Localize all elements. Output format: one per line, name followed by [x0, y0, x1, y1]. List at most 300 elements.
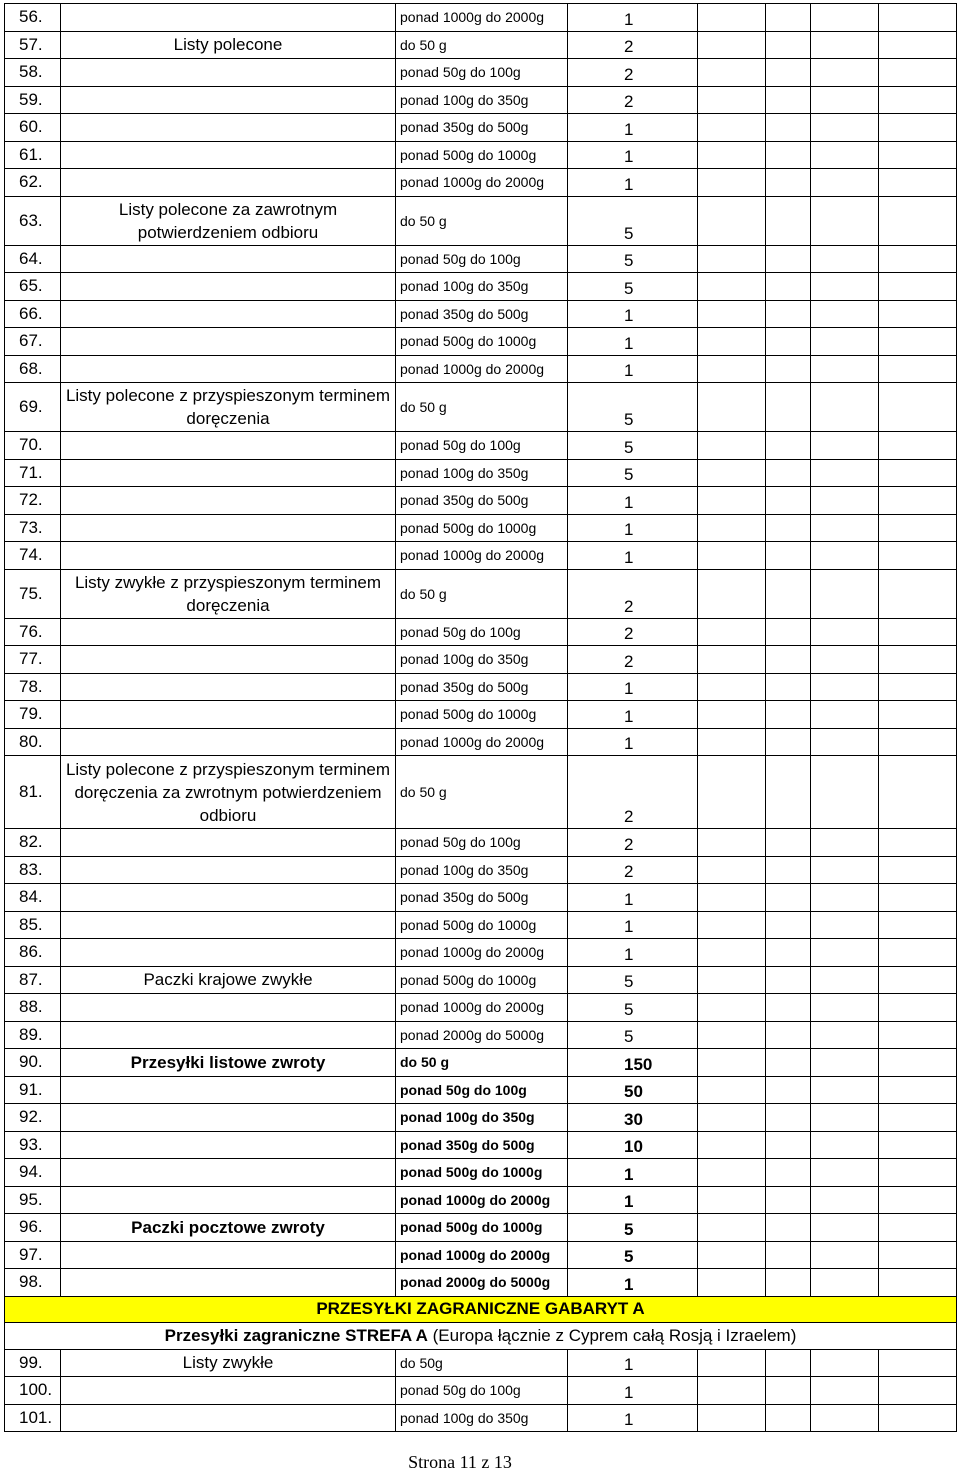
row-number: 87.	[5, 966, 61, 994]
empty-cell	[811, 994, 879, 1022]
row-quantity: 1	[568, 1349, 698, 1377]
table-row	[5, 196, 957, 245]
empty-cell	[811, 1349, 879, 1377]
empty-cell	[879, 1241, 957, 1269]
empty-cell	[811, 569, 879, 618]
table-row	[5, 383, 957, 432]
empty-cell	[879, 856, 957, 884]
table-row	[5, 856, 957, 884]
row-number: 81.	[5, 756, 61, 829]
row-number: 79.	[5, 701, 61, 729]
empty-cell	[811, 141, 879, 169]
empty-cell	[811, 618, 879, 646]
empty-cell	[766, 884, 811, 912]
empty-cell	[698, 884, 766, 912]
row-weight-range: ponad 350g do 500g	[396, 114, 568, 142]
empty-cell	[698, 939, 766, 967]
row-category: Przesyłki listowe zwroty	[61, 1049, 396, 1077]
row-weight-range: ponad 100g do 350g	[396, 459, 568, 487]
empty-cell	[879, 994, 957, 1022]
row-quantity: 2	[568, 829, 698, 857]
row-category	[61, 1076, 396, 1104]
row-number: 70.	[5, 432, 61, 460]
empty-cell	[879, 328, 957, 356]
empty-cell	[766, 1186, 811, 1214]
empty-cell	[698, 1131, 766, 1159]
row-number: 89.	[5, 1021, 61, 1049]
row-weight-range: ponad 1000g do 2000g	[396, 169, 568, 197]
table-row	[5, 966, 957, 994]
row-weight-range: ponad 500g do 1000g	[396, 328, 568, 356]
table-row	[5, 542, 957, 570]
empty-cell	[879, 114, 957, 142]
empty-cell	[766, 59, 811, 87]
empty-cell	[879, 701, 957, 729]
table-row	[5, 1404, 957, 1432]
empty-cell	[811, 432, 879, 460]
empty-cell	[879, 141, 957, 169]
table-row	[5, 114, 957, 142]
row-weight-range: ponad 1000g do 2000g	[396, 355, 568, 383]
empty-cell	[766, 911, 811, 939]
row-category	[61, 884, 396, 912]
row-quantity: 2	[568, 618, 698, 646]
empty-cell	[811, 1404, 879, 1432]
row-category: Listy polecone z przyspieszonym terminem doręczenia za zwrotnym potwierdzeniem odbioru	[61, 756, 396, 829]
row-category	[61, 939, 396, 967]
row-weight-range: ponad 2000g do 5000g	[396, 1021, 568, 1049]
empty-cell	[879, 728, 957, 756]
empty-cell	[766, 1269, 811, 1297]
row-category	[61, 355, 396, 383]
empty-cell	[811, 514, 879, 542]
table-row	[5, 1104, 957, 1132]
row-weight-range: do 50 g	[396, 1049, 568, 1077]
row-category	[61, 141, 396, 169]
row-category	[61, 487, 396, 515]
empty-cell	[766, 994, 811, 1022]
row-category: Listy polecone	[61, 31, 396, 59]
row-weight-range: ponad 100g do 350g	[396, 86, 568, 114]
row-weight-range: ponad 100g do 350g	[396, 646, 568, 674]
empty-cell	[766, 1349, 811, 1377]
row-quantity: 1	[568, 4, 698, 32]
table-row	[5, 756, 957, 829]
empty-cell	[766, 459, 811, 487]
empty-cell	[879, 273, 957, 301]
zone-row	[5, 1323, 957, 1350]
table-row	[5, 1241, 957, 1269]
row-number: 66.	[5, 300, 61, 328]
row-weight-range: ponad 500g do 1000g	[396, 701, 568, 729]
row-quantity: 5	[568, 383, 698, 432]
empty-cell	[698, 1076, 766, 1104]
empty-cell	[879, 542, 957, 570]
empty-cell	[766, 856, 811, 884]
empty-cell	[698, 1159, 766, 1187]
empty-cell	[879, 673, 957, 701]
table-row	[5, 701, 957, 729]
row-quantity: 1	[568, 542, 698, 570]
empty-cell	[879, 966, 957, 994]
empty-cell	[698, 911, 766, 939]
table-row	[5, 1269, 957, 1297]
row-quantity: 5	[568, 1021, 698, 1049]
row-category	[61, 1021, 396, 1049]
table-row	[5, 169, 957, 197]
row-number: 90.	[5, 1049, 61, 1077]
row-number: 76.	[5, 618, 61, 646]
row-number: 61.	[5, 141, 61, 169]
row-weight-range: ponad 50g do 100g	[396, 829, 568, 857]
row-number: 78.	[5, 673, 61, 701]
empty-cell	[766, 114, 811, 142]
empty-cell	[698, 966, 766, 994]
empty-cell	[766, 196, 811, 245]
row-weight-range: do 50g	[396, 1349, 568, 1377]
row-weight-range: do 50 g	[396, 196, 568, 245]
empty-cell	[766, 542, 811, 570]
row-number: 58.	[5, 59, 61, 87]
row-category	[61, 432, 396, 460]
empty-cell	[766, 487, 811, 515]
empty-cell	[698, 487, 766, 515]
row-quantity: 1	[568, 1186, 698, 1214]
table-row	[5, 829, 957, 857]
row-category	[61, 459, 396, 487]
row-weight-range: ponad 1000g do 2000g	[396, 939, 568, 967]
row-weight-range: ponad 1000g do 2000g	[396, 1186, 568, 1214]
empty-cell	[698, 728, 766, 756]
empty-cell	[811, 1241, 879, 1269]
empty-cell	[879, 514, 957, 542]
row-quantity: 1	[568, 1269, 698, 1297]
empty-cell	[879, 569, 957, 618]
row-category	[61, 1241, 396, 1269]
empty-cell	[766, 728, 811, 756]
empty-cell	[811, 829, 879, 857]
row-weight-range: ponad 500g do 1000g	[396, 141, 568, 169]
empty-cell	[698, 646, 766, 674]
empty-cell	[698, 432, 766, 460]
row-quantity: 1	[568, 169, 698, 197]
row-weight-range: ponad 2000g do 5000g	[396, 1269, 568, 1297]
row-quantity: 1	[568, 514, 698, 542]
row-quantity: 1	[568, 1404, 698, 1432]
table-row	[5, 728, 957, 756]
row-number: 57.	[5, 31, 61, 59]
empty-cell	[811, 4, 879, 32]
table-row	[5, 911, 957, 939]
section-banner: PRZESYŁKI ZAGRANICZNE GABARYT A	[5, 1296, 957, 1323]
row-weight-range: ponad 1000g do 2000g	[396, 994, 568, 1022]
row-category: Paczki pocztowe zwroty	[61, 1214, 396, 1242]
row-number: 82.	[5, 829, 61, 857]
row-quantity: 2	[568, 756, 698, 829]
row-weight-range: ponad 1000g do 2000g	[396, 542, 568, 570]
row-quantity: 5	[568, 432, 698, 460]
table-row	[5, 618, 957, 646]
row-number: 96.	[5, 1214, 61, 1242]
row-number: 65.	[5, 273, 61, 301]
row-number: 67.	[5, 328, 61, 356]
row-number: 71.	[5, 459, 61, 487]
page-footer: Strona 11 z 13	[408, 1452, 512, 1472]
empty-cell	[811, 966, 879, 994]
empty-cell	[698, 169, 766, 197]
empty-cell	[879, 169, 957, 197]
table-row	[5, 673, 957, 701]
empty-cell	[766, 245, 811, 273]
empty-cell	[766, 1241, 811, 1269]
row-category: Listy zwykłe	[61, 1349, 396, 1377]
row-number: 64.	[5, 245, 61, 273]
empty-cell	[766, 273, 811, 301]
table-row	[5, 1349, 957, 1377]
row-number: 93.	[5, 1131, 61, 1159]
row-quantity: 1	[568, 939, 698, 967]
empty-cell	[698, 1241, 766, 1269]
row-number: 97.	[5, 1241, 61, 1269]
empty-cell	[698, 4, 766, 32]
empty-cell	[811, 1049, 879, 1077]
table-row	[5, 300, 957, 328]
row-weight-range: ponad 350g do 500g	[396, 884, 568, 912]
empty-cell	[811, 1104, 879, 1132]
table-row	[5, 1159, 957, 1187]
empty-cell	[879, 86, 957, 114]
row-quantity: 5	[568, 1241, 698, 1269]
empty-cell	[698, 569, 766, 618]
row-category	[61, 911, 396, 939]
row-category	[61, 1269, 396, 1297]
row-quantity: 2	[568, 856, 698, 884]
empty-cell	[879, 884, 957, 912]
empty-cell	[811, 1159, 879, 1187]
row-number: 101.	[5, 1404, 61, 1432]
table-row	[5, 273, 957, 301]
empty-cell	[698, 114, 766, 142]
row-category: Listy zwykłe z przyspieszonym terminem doręczenia	[61, 569, 396, 618]
row-number: 56.	[5, 4, 61, 32]
row-weight-range: do 50 g	[396, 569, 568, 618]
row-number: 62.	[5, 169, 61, 197]
empty-cell	[879, 1104, 957, 1132]
empty-cell	[879, 939, 957, 967]
empty-cell	[811, 114, 879, 142]
row-quantity: 5	[568, 245, 698, 273]
empty-cell	[698, 141, 766, 169]
empty-cell	[766, 1159, 811, 1187]
row-weight-range: ponad 500g do 1000g	[396, 911, 568, 939]
row-category	[61, 1404, 396, 1432]
row-number: 100.	[5, 1377, 61, 1405]
row-weight-range: ponad 50g do 100g	[396, 245, 568, 273]
row-number: 74.	[5, 542, 61, 570]
empty-cell	[879, 432, 957, 460]
row-weight-range: ponad 100g do 350g	[396, 856, 568, 884]
empty-cell	[698, 1214, 766, 1242]
row-quantity: 2	[568, 59, 698, 87]
empty-cell	[811, 756, 879, 829]
empty-cell	[766, 4, 811, 32]
empty-cell	[698, 1349, 766, 1377]
row-quantity: 1	[568, 114, 698, 142]
empty-cell	[879, 59, 957, 87]
empty-cell	[698, 459, 766, 487]
empty-cell	[879, 756, 957, 829]
row-category	[61, 59, 396, 87]
empty-cell	[766, 1049, 811, 1077]
empty-cell	[811, 459, 879, 487]
row-number: 59.	[5, 86, 61, 114]
row-weight-range: ponad 100g do 350g	[396, 1404, 568, 1432]
table-row	[5, 245, 957, 273]
empty-cell	[766, 701, 811, 729]
empty-cell	[811, 31, 879, 59]
table-row	[5, 86, 957, 114]
row-category	[61, 273, 396, 301]
empty-cell	[879, 300, 957, 328]
empty-cell	[698, 673, 766, 701]
row-number: 73.	[5, 514, 61, 542]
row-category	[61, 514, 396, 542]
empty-cell	[879, 196, 957, 245]
empty-cell	[879, 1214, 957, 1242]
row-quantity: 1	[568, 701, 698, 729]
row-quantity: 2	[568, 569, 698, 618]
table-row	[5, 31, 957, 59]
row-number: 68.	[5, 355, 61, 383]
row-quantity: 5	[568, 966, 698, 994]
row-category	[61, 829, 396, 857]
empty-cell	[766, 328, 811, 356]
empty-cell	[811, 939, 879, 967]
row-category	[61, 1104, 396, 1132]
row-number: 85.	[5, 911, 61, 939]
empty-cell	[766, 169, 811, 197]
empty-cell	[879, 1076, 957, 1104]
empty-cell	[766, 1214, 811, 1242]
row-category	[61, 86, 396, 114]
row-category	[61, 169, 396, 197]
row-weight-range: ponad 500g do 1000g	[396, 966, 568, 994]
table-row	[5, 884, 957, 912]
row-number: 77.	[5, 646, 61, 674]
empty-cell	[766, 1021, 811, 1049]
row-number: 86.	[5, 939, 61, 967]
empty-cell	[811, 300, 879, 328]
table-body-foreign	[5, 1349, 957, 1432]
row-weight-range: ponad 50g do 100g	[396, 1377, 568, 1405]
row-category: Listy polecone za zawrotnym potwierdzeniem odbioru	[61, 196, 396, 245]
empty-cell	[811, 273, 879, 301]
row-quantity: 1	[568, 328, 698, 356]
table-row	[5, 569, 957, 618]
empty-cell	[879, 618, 957, 646]
table-row	[5, 432, 957, 460]
row-category	[61, 1159, 396, 1187]
row-weight-range: ponad 1000g do 2000g	[396, 4, 568, 32]
empty-cell	[698, 300, 766, 328]
empty-cell	[811, 701, 879, 729]
row-number: 80.	[5, 728, 61, 756]
empty-cell	[879, 1269, 957, 1297]
row-category	[61, 328, 396, 356]
empty-cell	[698, 994, 766, 1022]
row-quantity: 1	[568, 673, 698, 701]
empty-cell	[811, 884, 879, 912]
empty-cell	[766, 432, 811, 460]
empty-cell	[766, 1404, 811, 1432]
table-row	[5, 1377, 957, 1405]
empty-cell	[766, 673, 811, 701]
empty-cell	[811, 542, 879, 570]
empty-cell	[766, 141, 811, 169]
empty-cell	[698, 618, 766, 646]
row-category	[61, 646, 396, 674]
row-number: 84.	[5, 884, 61, 912]
row-category	[61, 701, 396, 729]
empty-cell	[811, 355, 879, 383]
empty-cell	[698, 31, 766, 59]
empty-cell	[879, 459, 957, 487]
empty-cell	[698, 59, 766, 87]
empty-cell	[766, 86, 811, 114]
empty-cell	[698, 1049, 766, 1077]
table-row	[5, 939, 957, 967]
row-quantity: 150	[568, 1049, 698, 1077]
empty-cell	[879, 245, 957, 273]
row-quantity: 5	[568, 459, 698, 487]
row-quantity: 2	[568, 31, 698, 59]
table-row	[5, 514, 957, 542]
row-number: 69.	[5, 383, 61, 432]
table-row	[5, 4, 957, 32]
row-number: 88.	[5, 994, 61, 1022]
row-quantity: 1	[568, 300, 698, 328]
row-weight-range: ponad 50g do 100g	[396, 618, 568, 646]
empty-cell	[766, 569, 811, 618]
empty-cell	[879, 1186, 957, 1214]
empty-cell	[879, 355, 957, 383]
row-quantity: 1	[568, 487, 698, 515]
row-quantity: 30	[568, 1104, 698, 1132]
empty-cell	[879, 487, 957, 515]
row-quantity: 1	[568, 911, 698, 939]
empty-cell	[811, 1269, 879, 1297]
row-category: Paczki krajowe zwykłe	[61, 966, 396, 994]
row-quantity: 5	[568, 994, 698, 1022]
price-table	[4, 3, 957, 1432]
empty-cell	[698, 1404, 766, 1432]
row-number: 92.	[5, 1104, 61, 1132]
empty-cell	[766, 829, 811, 857]
empty-cell	[811, 196, 879, 245]
table-row	[5, 487, 957, 515]
empty-cell	[766, 646, 811, 674]
empty-cell	[879, 4, 957, 32]
empty-cell	[698, 756, 766, 829]
empty-cell	[811, 1186, 879, 1214]
table-body-domestic	[5, 4, 957, 1297]
empty-cell	[811, 383, 879, 432]
empty-cell	[811, 487, 879, 515]
row-quantity: 2	[568, 86, 698, 114]
empty-cell	[811, 1131, 879, 1159]
section-banner-row	[5, 1296, 957, 1323]
empty-cell	[811, 856, 879, 884]
